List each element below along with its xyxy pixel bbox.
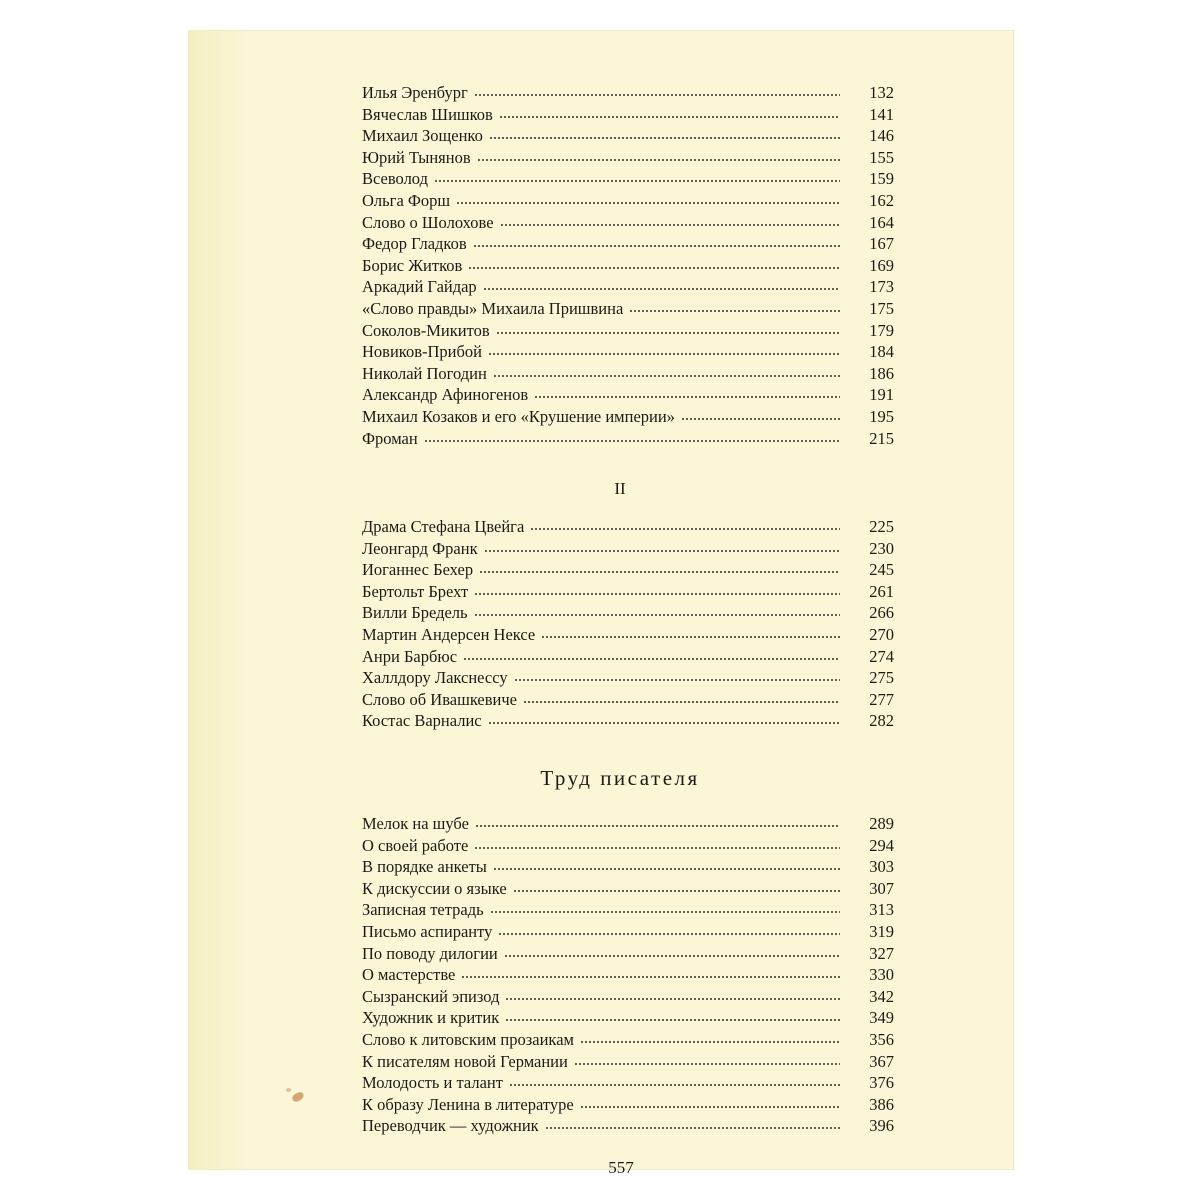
paper-stain-small: [286, 1088, 291, 1092]
toc-entry-title: Аркадий Гайдар: [362, 277, 477, 297]
toc-entry-title: Михаил Козаков и его «Крушение империи»: [362, 406, 675, 426]
toc-entry-title: Борис Житков: [362, 255, 463, 275]
toc-entry: [362, 581, 894, 603]
toc-entry: [362, 835, 894, 857]
dot-leader: [489, 135, 840, 141]
toc-entry-page: 155: [869, 147, 894, 167]
toc-entry: [362, 341, 894, 363]
toc-entry-page: 275: [869, 668, 894, 688]
dot-leader: [474, 591, 840, 597]
toc-entry: [362, 559, 894, 581]
toc-entry: [362, 212, 894, 234]
toc-entry: [362, 602, 894, 624]
toc-entry-title: Слово к литовским прозаикам: [362, 1029, 574, 1049]
dot-leader: [461, 974, 840, 980]
toc-entry-title: Иоганнес Бехер: [362, 560, 474, 580]
dot-leader: [490, 909, 840, 915]
toc-entry: [362, 168, 894, 190]
toc-entry-page: 186: [869, 363, 894, 383]
toc-entry-title: Записная тетрадь: [362, 900, 484, 920]
toc-entry-title: Анри Барбюс: [362, 646, 458, 666]
toc-entry: [362, 384, 894, 406]
toc-entry-title: Переводчик — художник: [362, 1116, 539, 1136]
toc-entry-title: Молодость и талант: [362, 1073, 503, 1093]
toc-entry-title: Новиков-Прибой: [362, 342, 482, 362]
dot-leader: [488, 351, 840, 357]
toc-entry-page: 367: [869, 1051, 894, 1071]
toc-entry: [362, 406, 894, 428]
toc-entry-page: 270: [869, 624, 894, 644]
toc-entry-page: 173: [869, 277, 894, 297]
toc-entry-page: 386: [869, 1094, 894, 1114]
toc-entry: [362, 104, 894, 126]
toc-entry-page: 169: [869, 255, 894, 275]
dot-leader: [496, 330, 840, 336]
dot-leader: [483, 286, 840, 292]
toc-entry-title: По поводу дилогии: [362, 943, 498, 963]
dot-leader: [456, 200, 840, 206]
toc-entry: [362, 964, 894, 986]
toc-entry-page: 184: [869, 342, 894, 362]
toc-entry-title: В порядке анкеты: [362, 857, 487, 877]
toc-entry-title: Вилли Бредель: [362, 603, 468, 623]
toc-entry-title: Слово о Шолохове: [362, 212, 494, 232]
toc-entry-page: 349: [869, 1008, 894, 1028]
toc-entry-page: 164: [869, 212, 894, 232]
toc-entry: [362, 82, 894, 104]
dot-leader: [473, 243, 840, 249]
toc-entry-title: Мелок на шубе: [362, 814, 469, 833]
toc-entry-page: 132: [869, 83, 894, 102]
toc-entry-page: 396: [869, 1116, 894, 1136]
toc-entry-title: Фроман: [362, 428, 418, 448]
dot-leader: [574, 1061, 840, 1067]
toc-entry-title: Ольга Форш: [362, 190, 451, 210]
toc-entry: [362, 667, 894, 689]
dot-leader: [514, 677, 840, 683]
dot-leader: [498, 931, 840, 937]
dot-leader: [463, 656, 840, 662]
page-number: 557: [608, 1158, 634, 1177]
toc-entry: [362, 986, 894, 1008]
toc-entry-page: 225: [869, 517, 894, 536]
toc-entry-page: 266: [869, 603, 894, 623]
dot-leader: [479, 569, 840, 575]
toc-entry: [362, 1094, 894, 1116]
toc-entry-page: 191: [869, 385, 894, 405]
toc-entry-title: «Слово правды» Михаила Пришвина: [362, 298, 624, 318]
toc-entry-title: Николай Погодин: [362, 363, 487, 383]
toc-entry-page: 307: [869, 878, 894, 898]
toc-entry-title: О мастерстве: [362, 965, 456, 985]
toc-entry-title: К образу Ленина в литературе: [362, 1094, 574, 1114]
dot-leader: [488, 720, 840, 726]
toc-entry-page: 282: [869, 711, 894, 731]
toc-entry: [362, 233, 894, 255]
toc-entry-title: Леонгард Франк: [362, 538, 478, 558]
dot-leader: [505, 996, 840, 1002]
toc-entry-page: 356: [869, 1029, 894, 1049]
toc-entry-page: 141: [869, 104, 894, 124]
section-heading: Труд писателя: [540, 766, 700, 790]
toc-entry: [362, 624, 894, 646]
toc-entry: [362, 921, 894, 943]
dot-leader: [493, 373, 840, 379]
dot-leader: [477, 157, 840, 163]
toc-entry: [362, 646, 894, 668]
dot-leader: [484, 548, 840, 554]
toc-entry-title: Слово об Ивашкевиче: [362, 689, 518, 709]
toc-entry: [362, 1072, 894, 1094]
toc-entry: [362, 1007, 894, 1029]
toc-entry-page: 162: [869, 190, 894, 210]
dot-leader: [424, 438, 840, 444]
toc-entry-title: Всеволод: [362, 169, 428, 189]
toc-entry-title: Драма Стефана Цвейга: [362, 517, 525, 536]
toc-entry-page: 261: [869, 581, 894, 601]
toc-entry: [362, 538, 894, 560]
dot-leader: [434, 178, 840, 184]
toc-entry-title: Костас Варналис: [362, 711, 482, 731]
toc-entry: [362, 899, 894, 921]
toc-entry: [362, 147, 894, 169]
section-number: II: [614, 479, 626, 498]
toc-entry-page: 327: [869, 943, 894, 963]
dot-leader: [468, 265, 840, 271]
dot-leader: [499, 114, 840, 120]
dot-leader: [629, 308, 840, 314]
toc-entry: [362, 516, 894, 538]
dot-leader: [475, 823, 840, 829]
toc-entry-page: 376: [869, 1073, 894, 1093]
toc-entry: [362, 856, 894, 878]
toc-entry: [362, 276, 894, 298]
toc-entry-page: 167: [869, 234, 894, 254]
toc-entry: [362, 1115, 894, 1137]
dot-leader: [513, 888, 840, 894]
toc-entry: [362, 710, 894, 732]
dot-leader: [505, 1017, 840, 1023]
toc-entry: [362, 320, 894, 342]
toc-entry-page: 277: [869, 689, 894, 709]
toc-entry-page: 179: [869, 320, 894, 340]
toc-entry-page: 319: [869, 921, 894, 941]
dot-leader: [580, 1104, 840, 1110]
toc-entry-title: Сызранский эпизод: [362, 986, 500, 1006]
toc-entry-title: Михаил Зощенко: [362, 126, 483, 146]
toc-entry-page: 294: [869, 835, 894, 855]
toc-entry-page: 245: [869, 560, 894, 580]
toc-section-1: [362, 82, 894, 449]
toc-entry-title: Соколов-Микитов: [362, 320, 490, 340]
toc-entry: [362, 298, 894, 320]
toc-entry: [362, 878, 894, 900]
toc-entry: [362, 125, 894, 147]
toc-entry-title: Вячеслав Шишков: [362, 104, 493, 124]
toc-entry: [362, 689, 894, 711]
dot-leader: [580, 1039, 840, 1045]
toc-entry-title: Мартин Андерсен Нексе: [362, 624, 536, 644]
toc-entry-page: 289: [869, 814, 894, 833]
book-page: [188, 30, 1014, 1177]
dot-leader: [474, 612, 840, 618]
toc-entry-title: Федор Гладков: [362, 234, 467, 254]
toc-entry-page: 230: [869, 538, 894, 558]
toc-entry-page: 342: [869, 986, 894, 1006]
toc-entry-page: 215: [869, 428, 894, 448]
toc-entry: [362, 428, 894, 450]
toc-entry: [362, 363, 894, 385]
toc-entry-page: 303: [869, 857, 894, 877]
dot-leader: [541, 634, 840, 640]
toc-entry: [362, 943, 894, 965]
toc-entry-page: 274: [869, 646, 894, 666]
dot-leader: [530, 526, 840, 532]
toc-entry-title: К писателям новой Германии: [362, 1051, 568, 1071]
toc-entry-title: Художник и критик: [362, 1008, 500, 1028]
dot-leader: [474, 845, 840, 851]
dot-leader: [545, 1125, 840, 1131]
dot-leader: [504, 953, 840, 959]
toc-entry-title: Илья Эренбург: [362, 83, 468, 102]
toc-entry: [362, 190, 894, 212]
toc-entry-title: К дискуссии о языке: [362, 878, 507, 898]
paper-stain: [291, 1091, 305, 1103]
toc-entry-page: 159: [869, 169, 894, 189]
toc-entry-title: О своей работе: [362, 835, 469, 855]
toc-entry-page: 195: [869, 406, 894, 426]
dot-leader: [523, 699, 840, 705]
dot-leader: [493, 866, 840, 872]
dot-leader: [509, 1082, 840, 1088]
toc-entry-title: Юрий Тынянов: [362, 147, 471, 167]
toc-entry-page: 175: [869, 298, 894, 318]
toc-entry: [362, 813, 894, 835]
toc-entry-page: 313: [869, 900, 894, 920]
dot-leader: [474, 92, 840, 98]
toc-entry: [362, 1051, 894, 1073]
toc-entry-title: Письмо аспиранту: [362, 921, 493, 941]
dot-leader: [500, 222, 840, 228]
dot-leader: [534, 394, 840, 400]
toc-section-2: [362, 516, 894, 732]
toc-entry: [362, 255, 894, 277]
toc-entry-title: Халлдору Лакснессу: [362, 668, 508, 688]
toc-entry-title: Бертольт Брехт: [362, 581, 469, 601]
toc-entry-page: 330: [869, 965, 894, 985]
toc-entry-title: Александр Афиногенов: [362, 385, 529, 405]
toc-entry: [362, 1029, 894, 1051]
toc-section-3: [362, 813, 894, 1137]
dot-leader: [681, 416, 840, 422]
toc-entry-page: 146: [869, 126, 894, 146]
